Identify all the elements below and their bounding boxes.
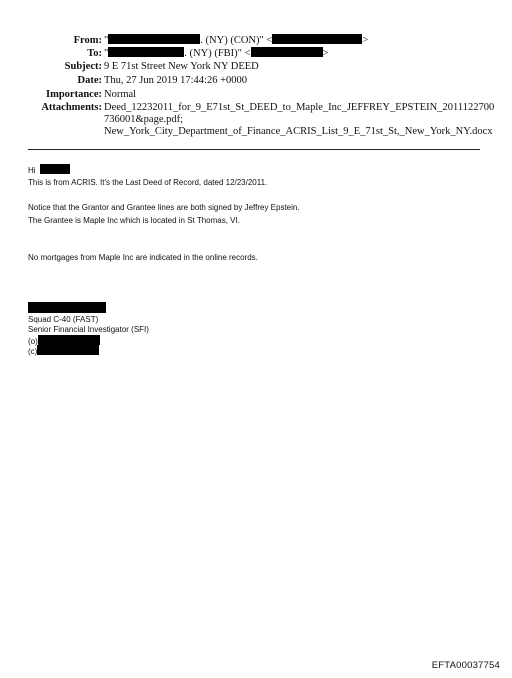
cell-prefix: (c): [28, 347, 38, 356]
redaction-block: [38, 335, 100, 345]
from-close: >: [362, 35, 369, 46]
importance-value: Normal: [104, 89, 137, 100]
from-quote: ": [104, 35, 109, 46]
signature-title: Senior Financial Investigator (SFI): [28, 325, 149, 334]
redaction-block: [40, 164, 70, 174]
redaction-block: [251, 47, 323, 57]
to-label: To:: [87, 48, 102, 59]
attachment-name-line3[interactable]: New_York_City_Department_of_Finance_ACRIS_List_9_E_71st_St,_New_York_NY.docx: [104, 126, 493, 137]
to-row: [0, 47, 512, 60]
greeting-text: Hi: [28, 166, 36, 175]
greeting-line: [28, 164, 70, 177]
redaction-block: [108, 34, 200, 44]
subject-row: [0, 60, 512, 73]
from-value: [104, 34, 368, 47]
body-line-2: Notice that the Grantor and Grantee lines are both signed by Jeffrey Epstein.: [28, 203, 300, 212]
to-value: [104, 47, 328, 60]
bates-number: EFTA00037754: [431, 660, 500, 671]
attachments-row-3: [0, 125, 512, 138]
date-value: Thu, 27 Jun 2019 17:44:26 +0000: [104, 75, 248, 86]
header-divider: [28, 149, 480, 150]
redaction-block: [28, 302, 106, 313]
redaction-block: [108, 47, 184, 57]
attachments-label: Attachments:: [41, 102, 102, 113]
redaction-block: [272, 34, 362, 44]
redaction-block: [37, 345, 99, 355]
body-line-3: The Grantee is Maple Inc which is located in St Thomas, VI.: [28, 216, 240, 225]
attachment-name-line1[interactable]: Deed_12232011_for_9_E71st_St_DEED_to_Maple_Inc_JEFFREY_EPSTEIN_2011122700: [104, 102, 495, 113]
subject-label: Subject:: [64, 61, 102, 72]
from-org: . (NY) (CON)" <: [200, 35, 273, 46]
office-prefix: (o): [28, 337, 38, 346]
to-close: >: [322, 48, 329, 59]
importance-row: [0, 88, 512, 101]
from-row: [0, 34, 512, 47]
to-quote: ": [104, 48, 109, 59]
date-row: [0, 74, 512, 87]
to-org: . (NY) (FBI)" <: [184, 48, 251, 59]
signature-cell-line: [28, 345, 99, 358]
importance-label: Importance:: [46, 89, 102, 100]
body-line-1: This is from ACRIS. It's the Last Deed of Record, dated 12/23/2011.: [28, 178, 268, 187]
body-line-4: No mortgages from Maple Inc are indicated in the online records.: [28, 253, 258, 262]
subject-value: 9 E 71st Street New York NY DEED: [104, 61, 259, 72]
signature-unit: Squad C-40 (FAST): [28, 315, 99, 324]
from-label: From:: [73, 35, 102, 46]
date-label: Date:: [77, 75, 102, 86]
attachment-name-line2[interactable]: 736001&page.pdf;: [104, 114, 184, 125]
